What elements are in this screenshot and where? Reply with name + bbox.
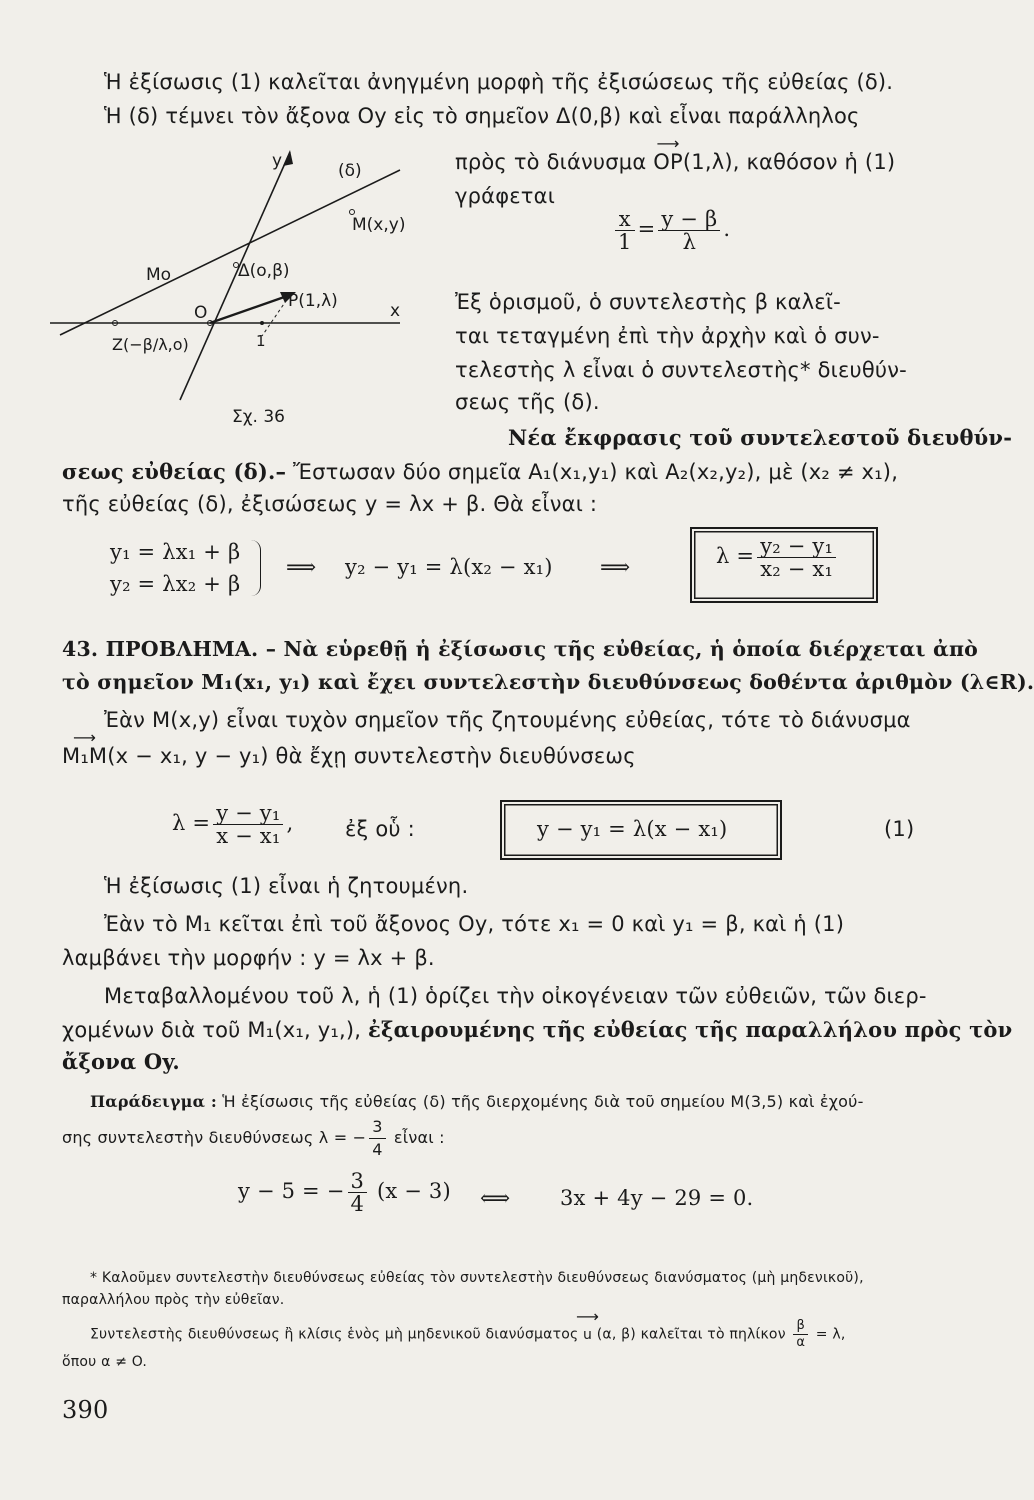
lambda-def-num: y − y₁ bbox=[213, 802, 283, 825]
example-text-1: Ἡ ἐξίσωσις τῆς εὐθείας (δ) τῆς διερχομένης διὰ τοῦ σημείου M(3,5) καὶ ἐχού- bbox=[216, 1092, 864, 1111]
label-delta-point: Δ(o,β) bbox=[238, 261, 290, 281]
vector-u: ⟶ u bbox=[583, 1325, 592, 1345]
line-equation-text: τῆς εὐθείας (δ), ἐξισώσεως y = λx + β. Θὰ εἶναι : bbox=[62, 492, 598, 516]
text-line bbox=[104, 102, 860, 130]
direction-equation: $\frac{x}{1}$ = $\frac{y - \beta}{\lambda}$ . bbox=[612, 208, 730, 253]
definition-line-3: τελεστὴς λ εἶναι ὁ συντελεστὴς* διευθύν- bbox=[455, 358, 907, 382]
example-line-2 bbox=[62, 1116, 445, 1161]
ex-ou-text: ἐξ οὗ : bbox=[345, 817, 415, 841]
example-text-2: σης συντελεστὴν διευθύνσεως λ = − bbox=[62, 1128, 367, 1147]
text-line bbox=[62, 458, 898, 486]
example-equation bbox=[238, 1170, 451, 1215]
example-frac-num: 3 bbox=[369, 1116, 385, 1139]
text-line bbox=[104, 68, 893, 96]
point-m bbox=[350, 210, 355, 215]
new-expression-heading: Νέα ἔκφρασις τοῦ συντελεστοῦ διευθύν- bbox=[508, 425, 1013, 450]
figure-36 bbox=[40, 140, 440, 430]
problem-line-7a: χομένων διὰ τοῦ M₁(x₁, y₁,), bbox=[62, 1018, 368, 1042]
iff-arrow: ⟺ bbox=[480, 1186, 511, 1210]
difference-equation: y₂ − y₁ = λ(x₂ − x₁) bbox=[345, 555, 553, 579]
lambda-result-den: x₂ − x₁ bbox=[760, 557, 834, 581]
lambda-result bbox=[716, 535, 839, 580]
problem-line-4: Ἐὰν τὸ M₁ κεῖται ἐπὶ τοῦ ἄξονος Oy, τότε x₁ = 0 καὶ y₁ = β, καὶ ἡ (1) bbox=[104, 912, 845, 936]
line-delta bbox=[60, 170, 400, 335]
label-delta-line: (δ) bbox=[338, 161, 362, 181]
example-eq-frac-den: 4 bbox=[350, 1192, 365, 1216]
footnote-line-2: παραλλήλου πρὸς τὴν εὐθεῖαν. bbox=[62, 1292, 285, 1308]
footnote-line-3-pre: Συντελεστὴς διευθύνσεως ἢ κλίσις ἑνὸς μὴ μηδενικοῦ διανύσματος bbox=[90, 1326, 584, 1343]
eq-x: x bbox=[615, 208, 635, 231]
text-line bbox=[455, 322, 880, 350]
paragraph-1-line-1: Ἡ ἐξίσωσις (1) καλεῖται ἀνηγμένη μορφὴ τῆς ἐξισώσεως τῆς εὐθείας (δ). bbox=[104, 70, 894, 94]
lambda-result-num: y₂ − y₁ bbox=[757, 535, 836, 558]
text-line bbox=[455, 182, 555, 210]
lambda-definition bbox=[172, 802, 293, 847]
example-line-1 bbox=[90, 1090, 864, 1114]
lambda-def-comma: , bbox=[286, 811, 294, 835]
vector-op: ⟶ OP bbox=[653, 148, 683, 176]
vector-op-line bbox=[210, 295, 290, 323]
label-m: M(x,y) bbox=[352, 215, 406, 235]
vector-m1m: ⟶ M₁M bbox=[62, 742, 107, 770]
label-y: y bbox=[272, 151, 283, 171]
y-axis-arrow-icon bbox=[283, 150, 293, 166]
point-one bbox=[260, 321, 264, 325]
vector-op-suffix: (1,λ), καθόσον ἡ (1) bbox=[682, 150, 896, 174]
problem-line-5: λαμβάνει τὴν μορφήν : y = λx + β. bbox=[62, 946, 435, 970]
eq-y-minus-beta: y − β bbox=[658, 208, 720, 231]
label-o: O bbox=[194, 303, 208, 323]
problem-line-2: (x − x₁, y − y₁) θὰ ἔχῃ συντελεστὴν διευθύνσεως bbox=[107, 744, 636, 768]
example-final-equation: 3x + 4y − 29 = 0. bbox=[560, 1186, 754, 1210]
text-line bbox=[455, 288, 841, 316]
two-points-text: Ἔστωσαν δύο σημεῖα A₁(x₁,y₁) καὶ A₂(x₂,y₂), μὲ (x₂ ≠ x₁), bbox=[286, 460, 899, 484]
label-p: P(1,λ) bbox=[288, 291, 338, 311]
vector-op-prefix: πρὸς τὸ διάνυσμα bbox=[455, 150, 654, 174]
text-line bbox=[455, 388, 600, 416]
new-expression-heading-end: σεως εὐθείας (δ).– bbox=[62, 459, 287, 484]
problem-heading-2: τὸ σημεῖον M₁(x₁, y₁) καὶ ἔχει συντελεστὴν διευθύνσεως δοθέντα ἀριθμὸν (λ∈R). bbox=[62, 670, 1034, 694]
lambda-result-lhs: λ = bbox=[716, 544, 755, 568]
problem-heading-1: 43. ΠΡΟΒΛΗΜΑ. – Νὰ εὑρεθῇ ἡ ἐξίσωσις τῆς εὐθείας, ἡ ὁποία διέρχεται ἀπὸ bbox=[62, 637, 979, 661]
label-one: 1 bbox=[256, 332, 266, 350]
label-mo: Mo bbox=[146, 265, 172, 285]
problem-line-8: ἄξονα Oy. bbox=[62, 1049, 180, 1074]
equation-number: (1) bbox=[884, 817, 915, 841]
text-line bbox=[455, 356, 907, 384]
definition-line-1: Ἐξ ὁρισμοῦ, ὁ συντελεστὴς β καλεῖ- bbox=[455, 290, 841, 314]
example-eq-frac-num: 3 bbox=[348, 1170, 368, 1193]
text-line bbox=[508, 424, 1012, 452]
text-line bbox=[62, 1016, 1012, 1044]
eq-one: 1 bbox=[618, 230, 632, 254]
problem-line-1: Ἐὰν M(x,y) εἶναι τυχὸν σημεῖον τῆς ζητουμένης εὐθείας, τότε τὸ διάνυσμα bbox=[104, 708, 911, 732]
grafetai-text: γράφεται bbox=[455, 184, 555, 208]
eq-lambda: λ bbox=[682, 230, 697, 254]
page-number: 390 bbox=[62, 1396, 109, 1424]
text-line bbox=[455, 148, 895, 176]
example-frac-den: 4 bbox=[372, 1140, 383, 1159]
footnote-line-1: * Καλοῦμεν συντελεστὴν διευθύνσεως εὐθείας τὸν συντελεστὴν διευθύνσεως διανύσματος (μὴ μηδενικοῦ), bbox=[90, 1270, 864, 1286]
example-eq-rhs: (x − 3) bbox=[370, 1179, 451, 1203]
example-eq-lhs: y − 5 = − bbox=[238, 1179, 345, 1203]
system-eq-1: y₁ = λx₁ + β bbox=[110, 540, 241, 564]
lambda-def-den: x − x₁ bbox=[216, 824, 281, 848]
definition-line-2: ται τεταγμένη ἐπὶ τὴν ἀρχὴν καὶ ὁ συν- bbox=[455, 324, 880, 348]
problem-line-6: Μεταβαλλομένου τοῦ λ, ἡ (1) ὁρίζει τὴν οἰκογένειαν τῶν εὐθειῶν, τῶν διερ- bbox=[104, 984, 927, 1008]
figure-caption: Σχ. 36 bbox=[232, 407, 286, 427]
label-x: x bbox=[390, 301, 401, 321]
footnote-line-4: ὅπου α ≠ O. bbox=[62, 1354, 148, 1370]
definition-line-4: σεως τῆς (δ). bbox=[455, 390, 600, 414]
problem-line-3: Ἡ ἐξίσωσις (1) εἶναι ἡ ζητουμένη. bbox=[104, 874, 469, 898]
footnote-line-3-post: = λ, bbox=[811, 1326, 846, 1343]
lambda-def-lhs: λ = bbox=[172, 811, 211, 835]
implies-arrow-2: ⟹ bbox=[600, 555, 631, 579]
system-brace bbox=[250, 540, 261, 596]
implies-arrow-1: ⟹ bbox=[286, 555, 317, 579]
example-label: Παράδειγμα : bbox=[90, 1092, 217, 1111]
text-line bbox=[62, 490, 597, 518]
system-eq-2: y₂ = λx₂ + β bbox=[110, 572, 241, 596]
text-line bbox=[62, 742, 636, 770]
label-z: Z(−β/λ,o) bbox=[112, 335, 189, 354]
point-slope-equation: y − y₁ = λ(x − x₁) bbox=[537, 817, 728, 841]
problem-line-7b: ἐξαιρουμένης τῆς εὐθείας τῆς παραλλήλου πρὸς τὸν bbox=[368, 1017, 1013, 1042]
footnote-line-3 bbox=[90, 1318, 846, 1351]
footnote-frac-num: β bbox=[793, 1318, 808, 1335]
footnote-frac-den: α bbox=[796, 1335, 806, 1350]
footnote-line-3-mid: (α, β) καλεῖται τὸ πηλίκον bbox=[592, 1326, 791, 1343]
paragraph-1-line-2: Ἡ (δ) τέμνει τὸν ἄξονα Oy εἰς τὸ σημεῖον Δ(0,β) καὶ εἶναι παράλληλος bbox=[104, 104, 860, 128]
example-text-2-post: εἶναι : bbox=[388, 1128, 445, 1147]
